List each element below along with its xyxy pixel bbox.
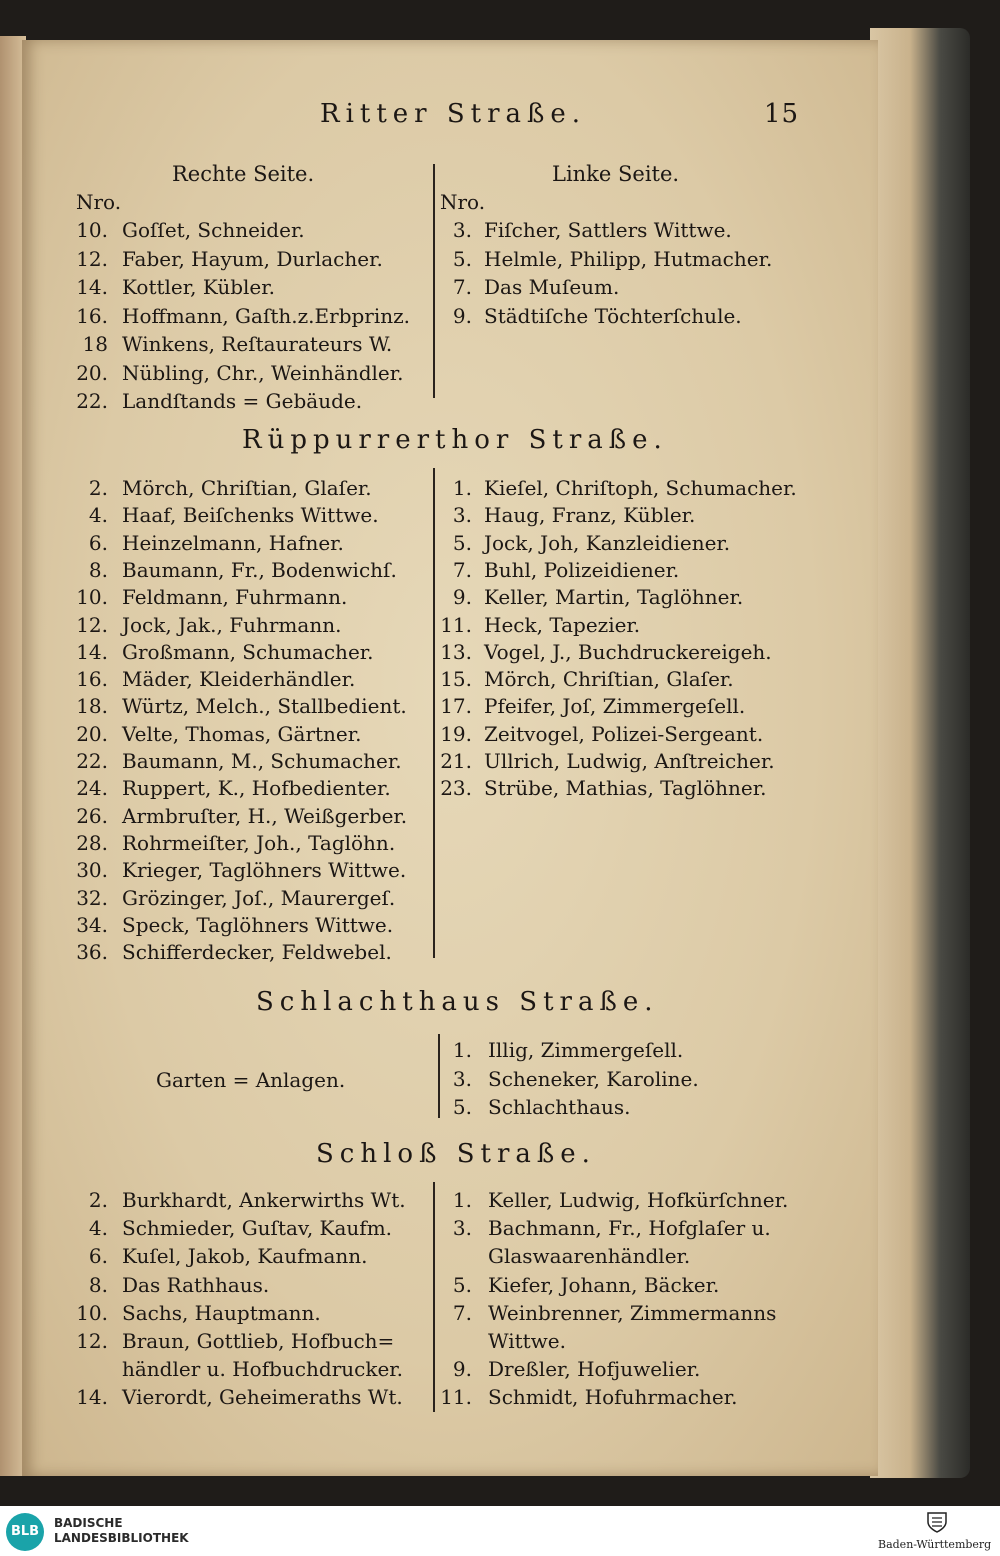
rueppurrer-left-entry-text: Großmann, Schumacher. bbox=[122, 639, 374, 664]
schloss-right-entry-number: 3. bbox=[452, 1216, 472, 1241]
ritter-right-entry-number: 3. bbox=[452, 218, 472, 242]
ritter-left-nro: Nro. bbox=[76, 190, 122, 214]
schloss-left-entry-number: 12. bbox=[76, 1329, 108, 1353]
schloss-left-entry-number: 6. bbox=[88, 1244, 108, 1269]
rueppurrer-left-entry-text: Baumann, M., Schumacher. bbox=[122, 749, 402, 773]
schloss-right-entry-text: Glaswaarenhändler. bbox=[488, 1244, 691, 1269]
rueppurrer-right-entry-number: 5. bbox=[452, 530, 472, 555]
rueppurrer-right-entry-text: Keller, Martin, Taglöhner. bbox=[484, 585, 744, 610]
schloss-left-entry-text: Schmieder, Guſtav, Kaufm. bbox=[122, 1216, 393, 1241]
schloss-right-entry-text: Dreßler, Hofjuwelier. bbox=[488, 1357, 701, 1382]
rueppurrer-left-entry-text: Feldmann, Fuhrmann. bbox=[122, 585, 348, 610]
rueppurrer-left-entry-text: Rohrmeiſter, Joh., Taglöhn. bbox=[122, 830, 396, 855]
schloss-left-entry-text: Braun, Gottlieb, Hofbuch= bbox=[122, 1329, 395, 1353]
schloss-left-entry-text: Sachs, Hauptmann. bbox=[122, 1300, 321, 1325]
schloss-left-entry-number: 10. bbox=[76, 1300, 108, 1325]
rueppurrer-left-entry-text: Mäder, Kleiderhändler. bbox=[122, 667, 356, 692]
rueppurrer-left-entry-number: 8. bbox=[88, 557, 108, 582]
schloss-right-entry-text: Schmidt, Hofuhrmacher. bbox=[488, 1385, 738, 1410]
rueppurrer-left-entry-number: 34. bbox=[76, 912, 108, 937]
schloss-left-entry-number: 14. bbox=[76, 1385, 108, 1410]
ritter-right-entry-text: Helmle, Philipp, Hutmacher. bbox=[484, 246, 773, 271]
rueppurrer-left-entry-number: 14. bbox=[76, 639, 108, 664]
ritter-right-nro: Nro. bbox=[440, 190, 486, 214]
rueppurrer-right-entry-text: Kieſel, Chriſtoph, Schumacher. bbox=[484, 476, 797, 500]
rueppurrer-left-entry-number: 2. bbox=[88, 476, 108, 500]
coat-of-arms-icon bbox=[926, 1510, 948, 1534]
schlachthaus-right-entry-text: Schlachthaus. bbox=[488, 1095, 631, 1119]
rueppurrer-left-entry-text: Mörch, Chriſtian, Glaſer. bbox=[122, 476, 372, 500]
rueppurrer-right-entry-number: 7. bbox=[452, 557, 472, 582]
ritter-left-entry-number: 14. bbox=[76, 275, 108, 299]
ritter-left-entry-text: Nübling, Chr., Weinhändler. bbox=[122, 360, 404, 385]
ritter-right-entry-text: Städtiſche Töchterſchule. bbox=[484, 303, 742, 328]
rueppurrer-left-entry-number: 18. bbox=[76, 694, 108, 719]
ritter-right-entry-number: 7. bbox=[452, 275, 472, 299]
rueppurrer-left-entry-text: Armbruſter, H., Weißgerber. bbox=[122, 803, 408, 828]
rueppurrer-left-entry-number: 26. bbox=[76, 803, 108, 828]
rueppurrer-left-entry-number: 20. bbox=[76, 721, 108, 746]
schlachthaus-right-entry-number: 3. bbox=[452, 1066, 472, 1091]
rueppurrer-left-entry-number: 6. bbox=[88, 530, 108, 555]
ritter-left-entry-text: Landſtands = Gebäude. bbox=[122, 389, 363, 413]
ritter-right-entry-text: Das Muſeum. bbox=[484, 275, 620, 299]
rueppurrer-left-entry-text: Grözinger, Joſ., Maurergeſ. bbox=[122, 885, 396, 910]
rueppurrer-right-entry-number: 11. bbox=[440, 612, 472, 637]
rueppurrer-right-entry-number: 13. bbox=[440, 639, 472, 664]
rueppurrer-left-entry-text: Heinzelmann, Hafner. bbox=[122, 530, 344, 555]
book-cover-edge bbox=[870, 28, 970, 1478]
schloss-left-entry-number: 8. bbox=[88, 1272, 108, 1297]
blb-logo: BLB bbox=[6, 1513, 44, 1551]
ritter-left-entry-text: Winkens, Reſtaurateurs W. bbox=[122, 332, 393, 356]
schlachthaus-right-entry-number: 5. bbox=[452, 1095, 472, 1119]
rueppurrer-right-entry-number: 23. bbox=[440, 776, 472, 801]
library-name bbox=[54, 1516, 189, 1546]
ritter-right-entry-text: Fiſcher, Sattlers Wittwe. bbox=[484, 218, 732, 242]
rueppurrer-right-entry-number: 3. bbox=[452, 503, 472, 528]
library-name-line2: LANDESBIBLIOTHEK bbox=[54, 1531, 189, 1545]
rueppurrer-right-entry-text: Ullrich, Ludwig, Anſtreicher. bbox=[484, 749, 775, 773]
ritter-right-entry-number: 9. bbox=[452, 303, 472, 328]
schloss-left-entry-text: Vierordt, Geheimeraths Wt. bbox=[122, 1385, 403, 1410]
schloss-left-entry-text: Burkhardt, Ankerwirths Wt. bbox=[122, 1188, 406, 1212]
ritter-left-entry-text: Goſſet, Schneider. bbox=[122, 218, 305, 242]
rueppurrer-right-entry-text: Strübe, Mathias, Taglöhner. bbox=[484, 776, 767, 801]
schloss-right-entry-text: Wittwe. bbox=[488, 1329, 566, 1353]
rueppurrer-left-entry-text: Speck, Taglöhners Wittwe. bbox=[122, 912, 394, 937]
rueppurrer-left-entry-text: Schifferdecker, Feldwebel. bbox=[122, 940, 392, 965]
rueppurrer-left-entry-text: Krieger, Taglöhners Wittwe. bbox=[122, 858, 407, 883]
rueppurrer-left-entry-number: 10. bbox=[76, 585, 108, 610]
rueppurrer-left-entry-number: 16. bbox=[76, 667, 108, 692]
rueppurrer-right-entry-text: Buhl, Polizeidiener. bbox=[484, 557, 680, 582]
rueppurrer-right-entry-number: 9. bbox=[452, 585, 472, 610]
rueppurrer-left-entry-number: 28. bbox=[76, 830, 108, 855]
book-page bbox=[22, 40, 878, 1476]
schloss-left-entry-text: händler u. Hofbuchdrucker. bbox=[122, 1357, 404, 1382]
rueppurrer-right-entry-text: Zeitvogel, Polizei-Sergeant. bbox=[484, 721, 764, 746]
rueppurrer-left-entry-number: 32. bbox=[76, 885, 108, 910]
library-name-line1: BADISCHE bbox=[54, 1516, 123, 1530]
page-title: Ritter Straße. bbox=[320, 99, 587, 129]
schloss-left-entry-number: 4. bbox=[88, 1216, 108, 1241]
schloss-right-entry-number: 7. bbox=[452, 1300, 472, 1325]
rueppurrer-left-entry-text: Jock, Jak., Fuhrmann. bbox=[122, 612, 342, 637]
rueppurrer-right-entry-text: Heck, Tapezier. bbox=[484, 612, 641, 637]
rueppurrer-left-entry-text: Würtz, Melch., Stallbedient. bbox=[122, 694, 407, 719]
schloss-right-entry-number: 9. bbox=[452, 1357, 472, 1382]
rueppurrer-left-entry-number: 24. bbox=[76, 776, 108, 801]
ritter-left-heading: Rechte Seite. bbox=[172, 162, 315, 186]
page-number: 15 bbox=[764, 99, 800, 129]
ritter-left-entry-number: 18 bbox=[82, 332, 108, 356]
rueppurrer-right-entry-text: Jock, Joh, Kanzleidiener. bbox=[484, 530, 731, 555]
schloss-right-entry-text: Kiefer, Johann, Bäcker. bbox=[488, 1272, 720, 1297]
schlachthaus-garden-note: Garten = Anlagen. bbox=[156, 1068, 346, 1092]
rueppurrer-right-entry-number: 1. bbox=[452, 476, 472, 500]
rueppurrer-right-entry-text: Haug, Franz, Kübler. bbox=[484, 503, 696, 528]
rueppurrer-left-entry-text: Haaf, Beiſchenks Wittwe. bbox=[122, 503, 379, 528]
schlachthaus-title: Schlachthaus Straße. bbox=[256, 987, 659, 1017]
rueppurrer-left-entry-number: 30. bbox=[76, 858, 108, 883]
ritter-left-entry-text: Hoffmann, Gaſth.z.Erbprinz. bbox=[122, 303, 411, 328]
schloss-left-entry-text: Das Rathhaus. bbox=[122, 1272, 270, 1297]
ritter-left-entry-text: Kottler, Kübler. bbox=[122, 275, 275, 299]
rueppurrer-right-entry-number: 19. bbox=[440, 721, 472, 746]
rueppurrer-left-entry-text: Velte, Thomas, Gärtner. bbox=[122, 721, 362, 746]
rueppurrer-left-entry-number: 36. bbox=[76, 940, 108, 965]
ritter-left-entry-number: 16. bbox=[76, 303, 108, 328]
rueppurrer-left-entry-number: 22. bbox=[76, 749, 108, 773]
rueppurrer-right-entry-number: 21. bbox=[440, 749, 472, 773]
ritter-left-entry-number: 22. bbox=[76, 389, 108, 413]
schlachthaus-right-entry-number: 1. bbox=[452, 1038, 472, 1062]
ritter-left-entry-number: 10. bbox=[76, 218, 108, 242]
rueppurrer-right-entry-text: Vogel, J., Buchdruckereigeh. bbox=[484, 639, 772, 664]
ritter-left-entry-number: 12. bbox=[76, 246, 108, 271]
rueppurrer-right-entry-number: 15. bbox=[440, 667, 472, 692]
schloss-right-entry-number: 5. bbox=[452, 1272, 472, 1297]
schloss-right-entry-number: 1. bbox=[452, 1188, 472, 1212]
rueppurrer-left-entry-number: 4. bbox=[88, 503, 108, 528]
rueppurrer-right-entry-number: 17. bbox=[440, 694, 472, 719]
schloss-left-entry-text: Kuſel, Jakob, Kaufmann. bbox=[122, 1244, 368, 1269]
schlachthaus-right-entry-text: Illig, Zimmergeſell. bbox=[488, 1038, 684, 1062]
rueppurrer-left-entry-text: Ruppert, K., Hofbedienter. bbox=[122, 776, 391, 801]
schloss-title: Schloß Straße. bbox=[316, 1139, 596, 1169]
ritter-right-heading: Linke Seite. bbox=[552, 162, 680, 186]
rueppurrer-left-entry-number: 12. bbox=[76, 612, 108, 637]
rueppurrer-title: Rüppurrerthor Straße. bbox=[242, 425, 668, 455]
footer-bar bbox=[0, 1506, 1000, 1556]
schloss-right-entry-text: Keller, Ludwig, Hofkürſchner. bbox=[488, 1188, 789, 1212]
schloss-right-entry-text: Weinbrenner, Zimmermanns bbox=[488, 1300, 777, 1325]
region-name: Baden-Württemberg bbox=[878, 1538, 992, 1551]
schlachthaus-right-entry-text: Scheneker, Karoline. bbox=[488, 1066, 699, 1091]
ritter-left-entry-text: Faber, Hayum, Durlacher. bbox=[122, 246, 383, 271]
schloss-left-entry-number: 2. bbox=[88, 1188, 108, 1212]
schloss-right-entry-number: 11. bbox=[440, 1385, 472, 1410]
schloss-right-entry-text: Bachmann, Fr., Hofglaſer u. bbox=[488, 1216, 771, 1241]
rueppurrer-right-entry-text: Pfeifer, Joſ, Zimmergeſell. bbox=[484, 694, 746, 719]
rueppurrer-right-entry-text: Mörch, Chriſtian, Glaſer. bbox=[484, 667, 734, 692]
ritter-left-entry-number: 20. bbox=[76, 360, 108, 385]
ritter-right-entry-number: 5. bbox=[452, 246, 472, 271]
rueppurrer-left-entry-text: Baumann, Fr., Bodenwichſ. bbox=[122, 557, 397, 582]
